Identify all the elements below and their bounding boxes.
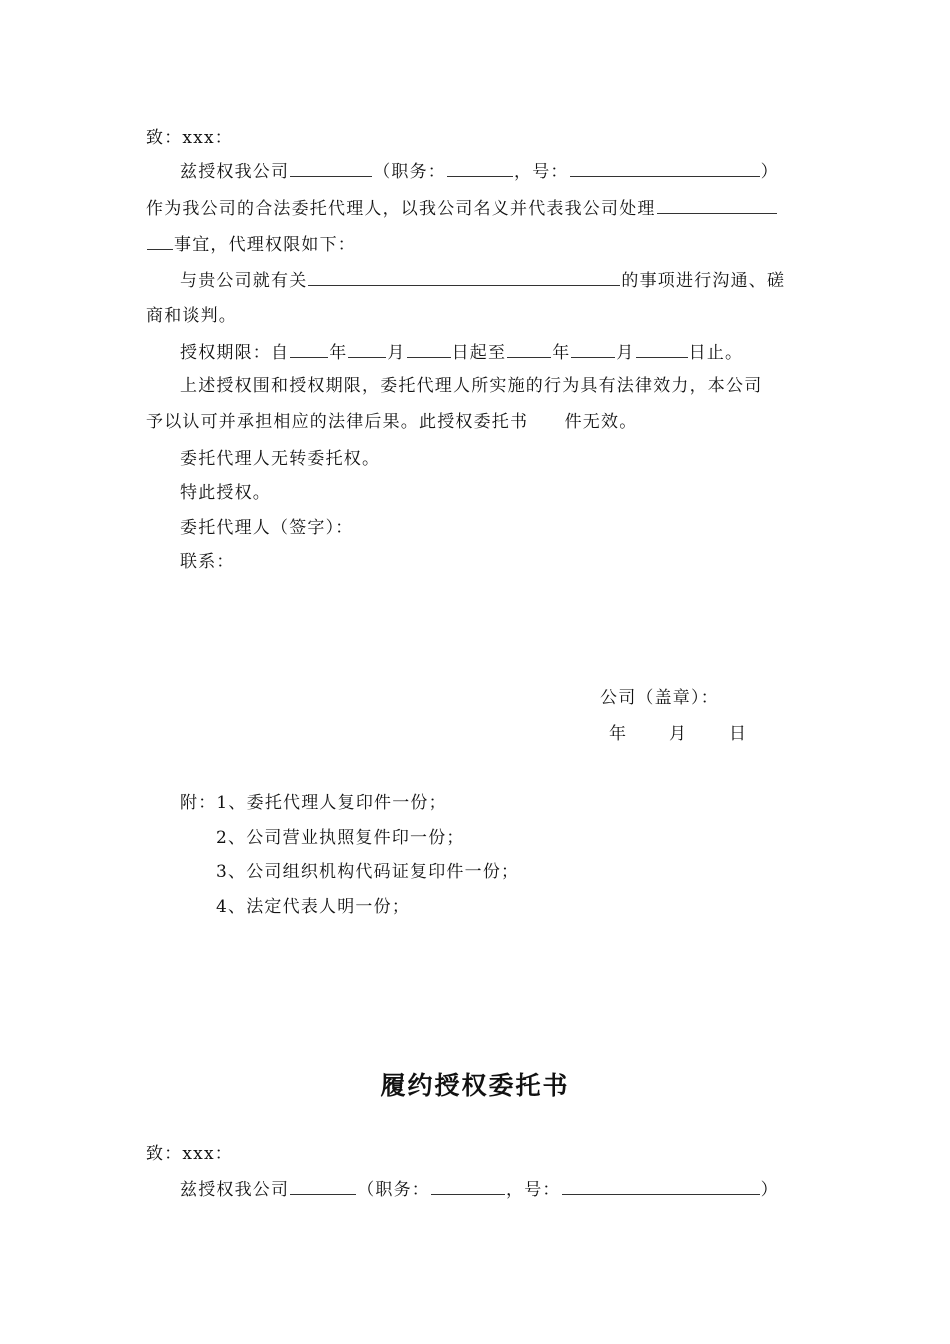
text-number-2: ，号： <box>506 1180 561 1200</box>
paragraph-period <box>180 341 743 364</box>
text-period-from: 授权期限：自 <box>180 343 290 363</box>
text-negotiate-a: 与贵公司就有关 <box>180 271 308 291</box>
agent-signature-label: 委托代理人（签字）： <box>180 518 354 538</box>
attachment-2: 2、公司营业执照复件印一份； <box>216 828 465 848</box>
document-title: 履约授权委托书 <box>380 1071 570 1100</box>
text-authorize-2: 兹授权我公司 <box>180 1180 290 1200</box>
text-authorize: 兹授权我公司 <box>180 162 290 182</box>
company-seal-label: 公司（盖章）： <box>600 688 719 708</box>
paragraph-negotiate-cont: 商和谈判。 <box>146 306 237 326</box>
text-month-end: 月 <box>616 343 635 363</box>
blank-month-end <box>571 341 615 358</box>
attachment-1: 附：1、委托代理人复印件一份； <box>180 793 447 813</box>
blank-name-2 <box>290 1178 356 1195</box>
blank-matter-cont <box>147 233 173 250</box>
text-day-to: 日起至 <box>451 343 507 363</box>
text-year-end: 年 <box>552 343 571 363</box>
paragraph-hereby: 特此授权。 <box>180 483 271 503</box>
text-matter: 事宜，代理权限如下： <box>174 235 356 255</box>
text-number: ，号： <box>514 162 569 182</box>
salutation-2: 致：xxx： <box>146 1144 233 1164</box>
contact-label: 联系： <box>180 552 235 572</box>
blank-number-2 <box>562 1178 760 1195</box>
attachment-3: 3、公司组织机构代码证复印件一份； <box>216 862 520 882</box>
paragraph-scope: 上述授权围和授权期限，委托代理人所实施的行为具有法律效力，本公司 <box>180 376 763 396</box>
blank-position <box>447 160 513 177</box>
paragraph-authorize-2 <box>180 1178 779 1201</box>
blank-position-2 <box>431 1178 505 1195</box>
blank-matter <box>657 197 777 214</box>
blank-year-start <box>290 341 328 358</box>
text-position-2: （职务： <box>357 1180 431 1200</box>
attachment-4: 4、法定代表人明一份； <box>216 897 411 917</box>
salutation: 致：xxx： <box>146 128 233 148</box>
blank-day-end <box>636 341 688 358</box>
paragraph-matter <box>146 233 356 256</box>
text-year: 年 <box>329 343 348 363</box>
paragraph-agent <box>146 197 778 220</box>
blank-number <box>570 160 760 177</box>
text-agent: 作为我公司的合法委托代理人，以我公司名义并代表我公司处理 <box>146 199 656 219</box>
text-close-paren-2: ） <box>760 1180 779 1200</box>
text-position: （职务： <box>373 162 447 182</box>
paragraph-scope-cont: 予以认可并承担相应的法律后果。此授权委托书 件无效。 <box>146 412 638 432</box>
blank-day-start <box>407 341 451 358</box>
paragraph-authorize <box>180 160 779 183</box>
text-month: 月 <box>387 343 406 363</box>
text-close-paren: ） <box>760 162 779 182</box>
blank-year-end <box>507 341 551 358</box>
blank-subject <box>308 269 620 286</box>
date-line: 年 月 日 <box>609 724 749 744</box>
paragraph-negotiate <box>180 269 785 292</box>
blank-month-start <box>348 341 386 358</box>
paragraph-no-sub: 委托代理人无转委托权。 <box>180 449 381 469</box>
text-negotiate-b: 的事项进行沟通、磋 <box>621 271 786 291</box>
blank-name <box>290 160 372 177</box>
text-day-end: 日止。 <box>688 343 744 363</box>
